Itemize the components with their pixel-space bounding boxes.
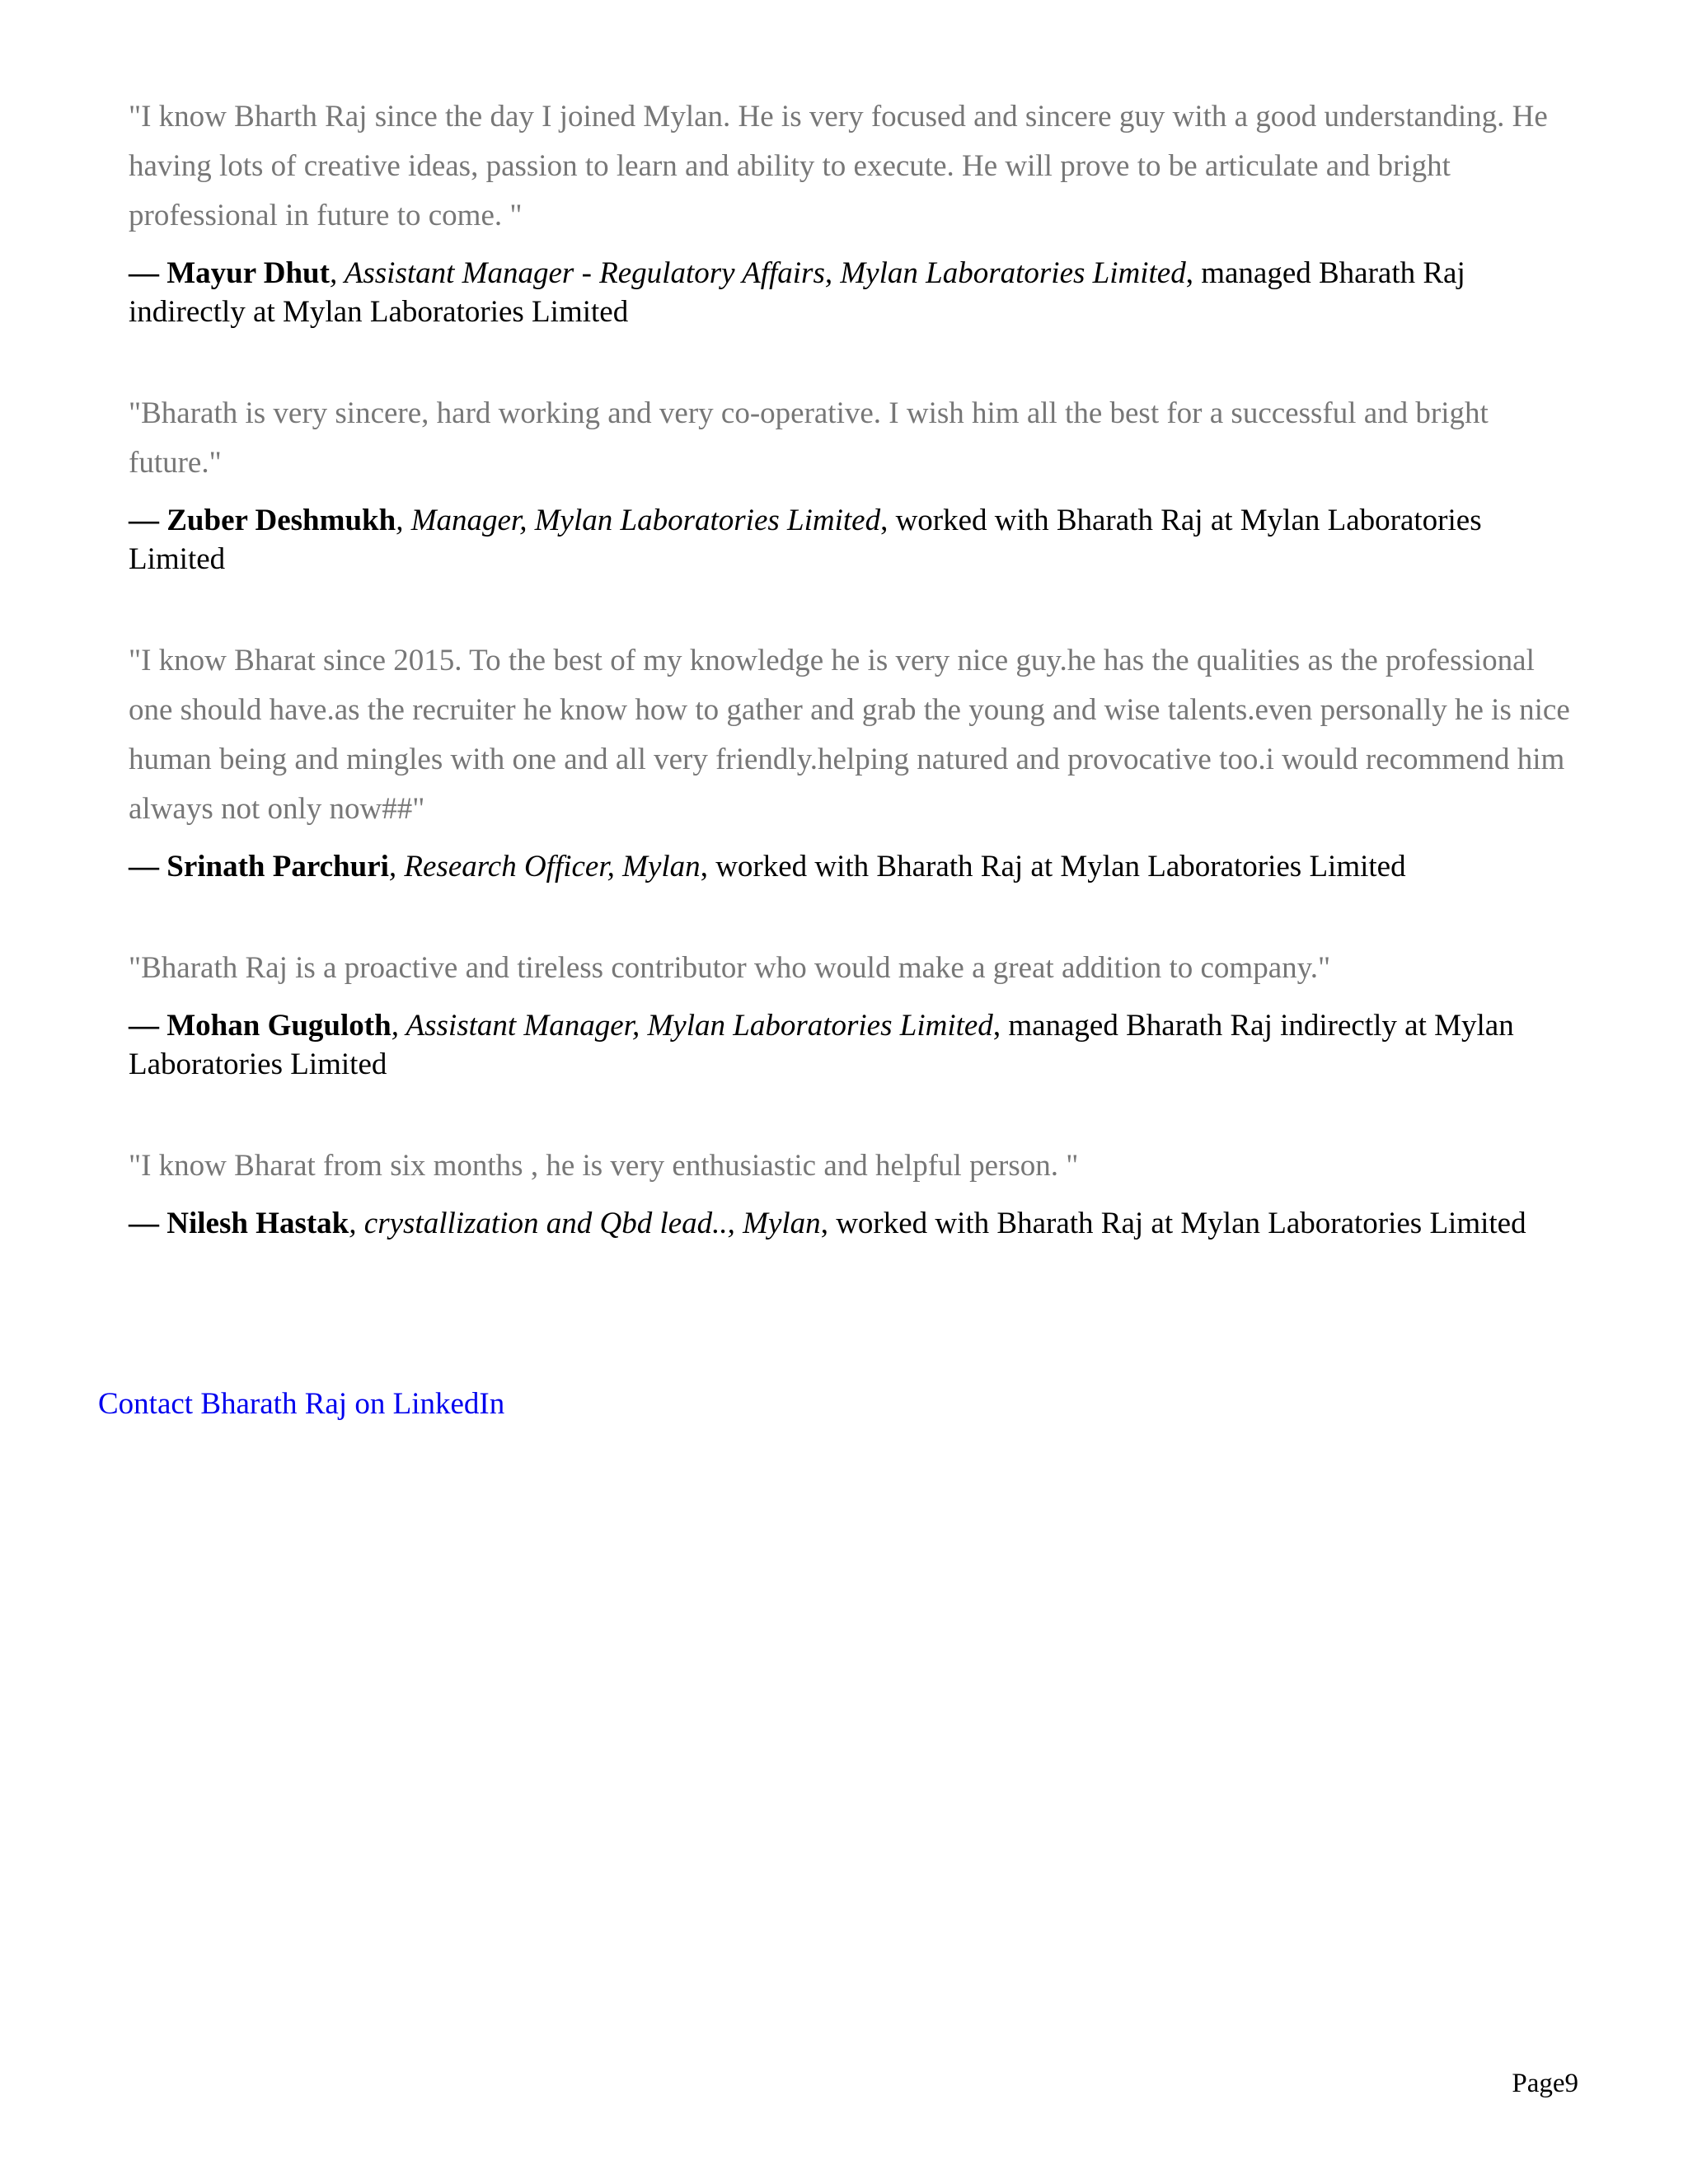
- recommender-title: , crystallization and Qbd lead.., Mylan: [349, 1207, 821, 1240]
- recommender-name: Mohan Guguloth: [166, 1009, 392, 1043]
- recommendation-attribution: [129, 501, 1579, 579]
- recommendation-item: [129, 1141, 1579, 1243]
- recommendation-item: [129, 389, 1579, 579]
- page-number: Page9: [1512, 2069, 1578, 2098]
- attribution-dash: —: [129, 850, 167, 883]
- recommendation-quote: "I know Bharth Raj since the day I joined Mylan. He is very focused and sincere guy with a good understanding. He having lots of creative ideas, passion to learn and ability to execute. He will prove to be articulate and bright professional in future to come. ": [129, 100, 1548, 232]
- recommendation-attribution: [129, 847, 1579, 886]
- recommender-relation: , worked with Bharath Raj at Mylan Laboratories Limited: [820, 1207, 1526, 1240]
- recommendation-quote: "Bharath is very sincere, hard working and very co-operative. I wish him all the best for a successful and bright future.": [129, 396, 1489, 480]
- recommendation-item: [129, 944, 1579, 1084]
- attribution-dash: —: [129, 256, 167, 290]
- recommendation-quote: "I know Bharat since 2015. To the best of my knowledge he is very nice guy.he has the qualities as the professional one should have.as the recruiter he know how to gather and grab the young and wise talents.even personally he is nice human being and mingles with one and all very friendly.helping natured and provocative too.i would recommend him always not only now##": [129, 644, 1570, 826]
- recommender-relation: , managed Bharath Raj indirectly at Mylan Laboratories Limited: [129, 256, 1465, 329]
- recommender-title: , Manager, Mylan Laboratories Limited: [396, 504, 881, 537]
- recommender-name: Mayur Dhut: [166, 256, 330, 290]
- attribution-dash: —: [129, 1009, 167, 1043]
- recommender-name: Srinath Parchuri: [166, 850, 389, 883]
- attribution-dash: —: [129, 1207, 167, 1240]
- recommender-title: , Assistant Manager - Regulatory Affairs, Mylan Laboratories Limited: [329, 256, 1186, 290]
- recommendation-attribution: [129, 254, 1579, 331]
- contact-linkedin-link[interactable]: Contact Bharath Raj on LinkedIn: [98, 1387, 505, 1421]
- recommendation-item: [129, 92, 1579, 331]
- recommender-title: , Assistant Manager, Mylan Laboratories Limited: [391, 1009, 993, 1043]
- recommender-relation: , worked with Bharath Raj at Mylan Laboratories Limited: [700, 850, 1406, 883]
- recommendations-list: [129, 92, 1579, 1301]
- recommendation-item: [129, 636, 1579, 886]
- recommendation-quote: "I know Bharat from six months , he is very enthusiastic and helpful person. ": [129, 1149, 1079, 1183]
- attribution-dash: —: [129, 504, 167, 537]
- recommendation-quote: "Bharath Raj is a proactive and tireless contributor who would make a great addition to company.": [129, 951, 1331, 985]
- recommendation-attribution: [129, 1204, 1579, 1243]
- recommender-title: , Research Officer, Mylan: [388, 850, 701, 883]
- recommendation-attribution: [129, 1006, 1579, 1084]
- recommender-name: Zuber Deshmukh: [166, 504, 396, 537]
- recommender-relation: , managed Bharath Raj indirectly at Mylan Laboratories Limited: [129, 1009, 1514, 1081]
- recommender-relation: , worked with Bharath Raj at Mylan Laboratories Limited: [129, 504, 1482, 576]
- recommender-name: Nilesh Hastak: [166, 1207, 349, 1240]
